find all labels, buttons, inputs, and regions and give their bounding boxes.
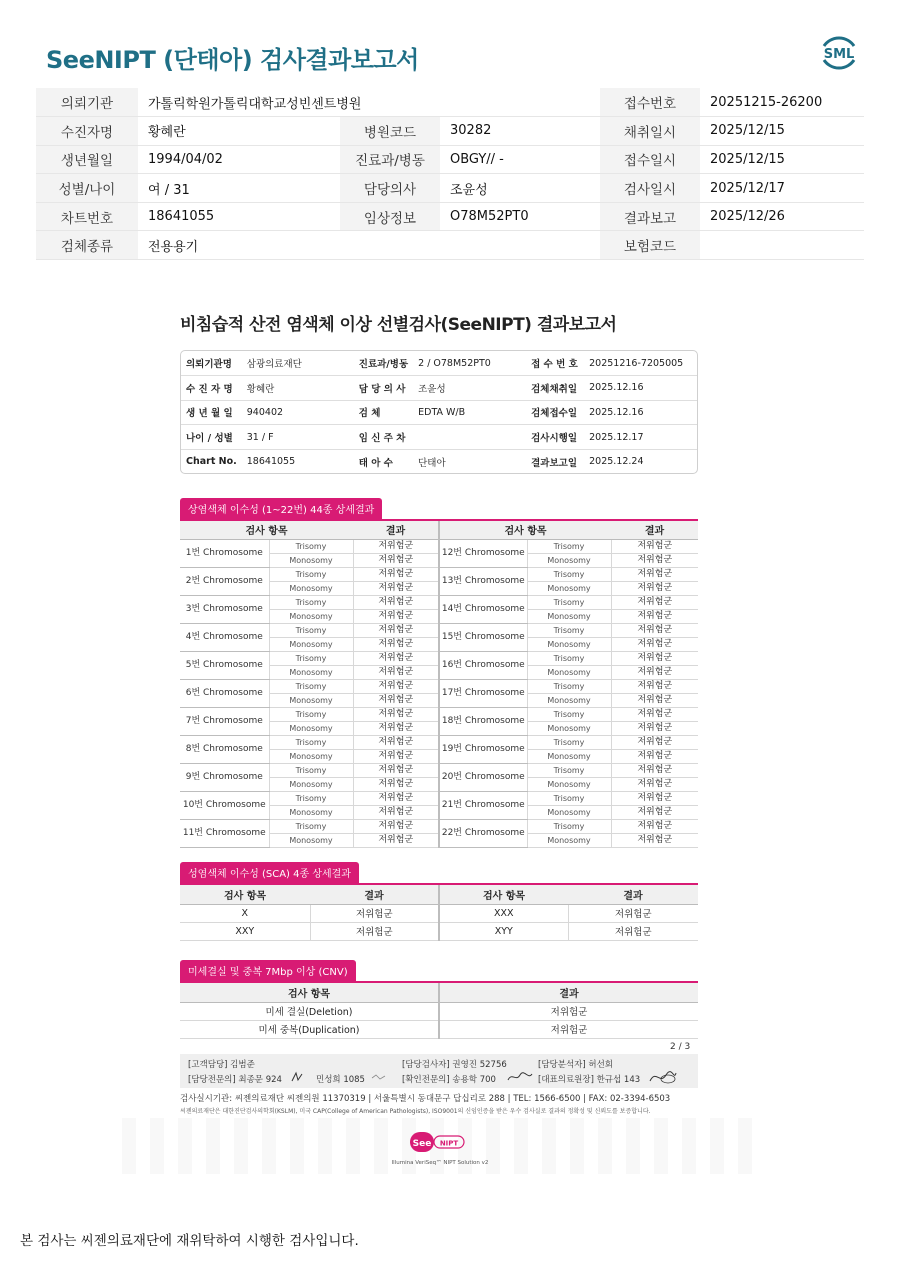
field-value: 2025/12/15 xyxy=(700,145,864,174)
aneuploidy-type: Trisomy xyxy=(527,763,611,777)
result-value: 저위험군 xyxy=(353,567,439,581)
aneuploidy-type: Monosomy xyxy=(269,777,353,791)
bottom-note: 본 검사는 씨젠의료재단에 재위탁하여 시행한 검사입니다. xyxy=(20,1233,359,1249)
result-value: 저위험군 xyxy=(611,567,698,581)
result-value: 저위험군 xyxy=(611,777,698,791)
result-value: 저위험군 xyxy=(611,707,698,721)
result-value: 저위험군 xyxy=(611,623,698,637)
result-value: 저위험군 xyxy=(611,735,698,749)
info-row xyxy=(181,351,697,376)
footer-institution: 검사실시기관: 씨젠의료재단 씨젠의원 11370319 | 서울특별시 동대문구 답십리로 288 | TEL: 1566-6500 | FAX: 02-3394-6503 xyxy=(180,1094,671,1104)
info-label: 결과보고일 xyxy=(531,457,578,469)
result-value: 저위험군 xyxy=(611,595,698,609)
aneuploidy-type: Trisomy xyxy=(527,623,611,637)
result-value: 저위험군 xyxy=(310,922,439,940)
aneuploidy-type: Monosomy xyxy=(527,581,611,595)
col-header-result: 결과 xyxy=(611,521,698,539)
cnv-table xyxy=(180,983,698,1039)
aneuploidy-type: Trisomy xyxy=(269,791,353,805)
field-value: 1994/04/02 xyxy=(138,145,340,174)
chromosome-label: 12번 Chromosome xyxy=(439,539,527,567)
col-header-item: 검사 항목 xyxy=(439,885,568,904)
result-value: 저위험군 xyxy=(353,707,439,721)
info-value: 2025.12.17 xyxy=(584,425,697,450)
result-value: 저위험군 xyxy=(611,749,698,763)
chromosome-label: 10번 Chromosome xyxy=(180,791,269,819)
header-row xyxy=(36,202,864,231)
info-label: 검체접수일 xyxy=(526,400,584,425)
aneuploidy-type: Trisomy xyxy=(269,567,353,581)
field-label: 검사일시 xyxy=(600,174,700,203)
result-value: 저위험군 xyxy=(353,581,439,595)
aneuploidy-type: Trisomy xyxy=(269,623,353,637)
autosome-section xyxy=(180,498,698,848)
info-value: 20251216-7205005 xyxy=(584,351,697,376)
field-value: 2025/12/17 xyxy=(700,174,864,203)
result-value: 저위험군 xyxy=(611,553,698,567)
sca-item: XXY xyxy=(180,922,310,940)
aneuploidy-type: Monosomy xyxy=(527,609,611,623)
table-row xyxy=(180,595,698,609)
field-value: 20251215-26200 xyxy=(700,88,864,117)
sca-item: XYY xyxy=(439,922,568,940)
report-info-table xyxy=(181,351,697,474)
chromosome-label: 17번 Chromosome xyxy=(439,679,527,707)
aneuploidy-type: Monosomy xyxy=(269,609,353,623)
field-value xyxy=(700,231,864,260)
result-value: 저위험군 xyxy=(611,693,698,707)
staff-director: [대표의료원장] 한규섭 143 xyxy=(538,1075,641,1085)
aneuploidy-type: Monosomy xyxy=(527,721,611,735)
aneuploidy-type: Monosomy xyxy=(527,665,611,679)
table-row xyxy=(180,735,698,749)
field-label: 접수일시 xyxy=(600,145,700,174)
page-title: SeeNIPT (단태아) 검사결과보고서 xyxy=(46,46,419,74)
sml-logo xyxy=(816,30,862,76)
signature-image xyxy=(370,1072,388,1082)
chromosome-label: 16번 Chromosome xyxy=(439,651,527,679)
svg-text:See: See xyxy=(412,1139,432,1149)
chromosome-label: 8번 Chromosome xyxy=(180,735,269,763)
result-value: 저위험군 xyxy=(353,833,439,847)
info-label: 의뢰기관명 xyxy=(181,351,242,376)
aneuploidy-type: Monosomy xyxy=(269,637,353,651)
cnv-item: 미세 결실(Deletion) xyxy=(180,1002,439,1020)
field-label: 생년월일 xyxy=(36,145,138,174)
result-value: 저위험군 xyxy=(611,721,698,735)
aneuploidy-type: Trisomy xyxy=(527,595,611,609)
info-label: 검 체 xyxy=(354,400,413,425)
field-value: 여 / 31 xyxy=(138,174,340,203)
field-value: 가톨릭학원가톨릭대학교성빈센트병원 xyxy=(138,88,600,117)
seenipt-logo xyxy=(410,1130,466,1154)
staff-box xyxy=(180,1054,698,1088)
aneuploidy-type: Monosomy xyxy=(269,805,353,819)
info-label: 태 아 수 xyxy=(358,457,393,469)
chromosome-label: 4번 Chromosome xyxy=(180,623,269,651)
chromosome-label: 15번 Chromosome xyxy=(439,623,527,651)
result-value: 저위험군 xyxy=(611,665,698,679)
signature-image xyxy=(290,1071,306,1083)
signature-image xyxy=(648,1069,678,1085)
field-value: 조윤성 xyxy=(440,174,600,203)
chromosome-label: 3번 Chromosome xyxy=(180,595,269,623)
result-value: 저위험군 xyxy=(439,1020,698,1038)
col-header-item: 검사 항목 xyxy=(180,983,439,1002)
info-value: 황혜란 xyxy=(242,376,354,401)
chromosome-label: 21번 Chromosome xyxy=(439,791,527,819)
info-value: 2 / O78M52PT0 xyxy=(413,351,526,376)
result-value: 저위험군 xyxy=(353,693,439,707)
header-row xyxy=(36,117,864,146)
chromosome-label: 6번 Chromosome xyxy=(180,679,269,707)
info-label: 수 진 자 명 xyxy=(181,376,242,401)
staff-tester: [담당검사자] 권영진 52756 xyxy=(402,1060,507,1070)
result-value: 저위험군 xyxy=(611,539,698,553)
col-header-result: 결과 xyxy=(310,885,439,904)
result-value: 저위험군 xyxy=(353,763,439,777)
aneuploidy-type: Trisomy xyxy=(269,819,353,833)
aneuploidy-type: Trisomy xyxy=(269,651,353,665)
col-header-result: 결과 xyxy=(568,885,698,904)
staff-reviewer: [확인전문의] 송용학 700 xyxy=(402,1075,496,1085)
aneuploidy-type: Monosomy xyxy=(269,693,353,707)
aneuploidy-type: Monosomy xyxy=(269,721,353,735)
header-row xyxy=(36,145,864,174)
cnv-item: 미세 중복(Duplication) xyxy=(180,1020,439,1038)
result-value: 저위험군 xyxy=(353,805,439,819)
page-number: 2 / 3 xyxy=(670,1042,691,1052)
info-value: 2025.12.16 xyxy=(584,400,697,425)
staff-analyst: [담당분석자] 허선회 xyxy=(538,1060,614,1070)
result-value: 저위험군 xyxy=(353,819,439,833)
info-value: 2025.12.24 xyxy=(589,456,644,468)
result-value: 저위험군 xyxy=(353,637,439,651)
info-label: 접 수 번 호 xyxy=(526,351,584,376)
info-row xyxy=(181,376,697,401)
field-value: 2025/12/26 xyxy=(700,202,864,231)
field-label: 진료과/병동 xyxy=(340,145,440,174)
result-value: 저위험군 xyxy=(611,609,698,623)
result-value: 저위험군 xyxy=(353,595,439,609)
autosome-section-tab: 상염색체 이수성 (1~22번) 44종 상세결과 xyxy=(180,498,382,519)
result-value: 저위험군 xyxy=(611,819,698,833)
info-value: 18641055 xyxy=(246,456,296,468)
chromosome-label: 20번 Chromosome xyxy=(439,763,527,791)
table-row xyxy=(180,707,698,721)
table-row xyxy=(180,1002,698,1020)
info-label: 검사시행일 xyxy=(526,425,584,450)
svg-text:NIPT: NIPT xyxy=(439,1139,459,1148)
result-value: 저위험군 xyxy=(353,679,439,693)
table-row xyxy=(180,651,698,665)
info-value xyxy=(413,425,526,450)
aneuploidy-type: Trisomy xyxy=(269,539,353,553)
field-label: 차트번호 xyxy=(36,202,138,231)
table-row xyxy=(180,819,698,833)
brand-subtitle: Illumina VeriSeq™ NIPT Solution v2 xyxy=(391,1160,489,1166)
table-row xyxy=(180,1020,698,1038)
result-value: 저위험군 xyxy=(353,651,439,665)
field-label: 수진자명 xyxy=(36,117,138,146)
chromosome-label: 13번 Chromosome xyxy=(439,567,527,595)
patient-info-table xyxy=(36,88,864,260)
result-value: 저위험군 xyxy=(611,763,698,777)
col-header-result: 결과 xyxy=(353,521,439,539)
sca-table xyxy=(180,885,698,941)
field-label: 결과보고 xyxy=(600,202,700,231)
aneuploidy-type: Monosomy xyxy=(527,749,611,763)
signature-image xyxy=(506,1070,534,1084)
aneuploidy-type: Trisomy xyxy=(527,651,611,665)
result-value: 저위험군 xyxy=(353,623,439,637)
autosome-table xyxy=(180,521,698,848)
field-label: 담당의사 xyxy=(340,174,440,203)
field-label: 병원코드 xyxy=(340,117,440,146)
info-value: 삼광의료재단 xyxy=(242,351,354,376)
aneuploidy-type: Monosomy xyxy=(527,805,611,819)
sca-item: X xyxy=(180,904,310,922)
info-label: 진료과/병동 xyxy=(354,351,413,376)
field-label: 성별/나이 xyxy=(36,174,138,203)
field-label: 보험코드 xyxy=(600,231,700,260)
aneuploidy-type: Monosomy xyxy=(269,581,353,595)
info-label: 나이 / 성별 xyxy=(181,425,242,450)
aneuploidy-type: Trisomy xyxy=(527,819,611,833)
aneuploidy-type: Monosomy xyxy=(527,693,611,707)
result-value: 저위험군 xyxy=(611,581,698,595)
sca-section-tab: 성염색체 이수성 (SCA) 4종 상세결과 xyxy=(180,862,359,883)
col-header-result: 결과 xyxy=(439,983,698,1002)
col-header-item: 검사 항목 xyxy=(180,885,310,904)
result-value: 저위험군 xyxy=(353,777,439,791)
result-value: 저위험군 xyxy=(439,1002,698,1020)
result-value: 저위험군 xyxy=(611,637,698,651)
info-label: 검체채취일 xyxy=(526,376,584,401)
staff-customer: [고객담당] 김범준 xyxy=(188,1060,255,1070)
info-label: 담 당 의 사 xyxy=(354,376,413,401)
table-row xyxy=(180,763,698,777)
aneuploidy-type: Trisomy xyxy=(527,567,611,581)
result-value: 저위험군 xyxy=(353,735,439,749)
aneuploidy-type: Trisomy xyxy=(527,539,611,553)
aneuploidy-type: Trisomy xyxy=(527,735,611,749)
info-row xyxy=(181,449,697,474)
result-value: 저위험군 xyxy=(353,791,439,805)
result-value: 저위험군 xyxy=(611,805,698,819)
table-row xyxy=(180,539,698,553)
field-value: 18641055 xyxy=(138,202,340,231)
staff-specialist: [담당전문의] 최종문 924 xyxy=(188,1075,282,1085)
chromosome-label: 9번 Chromosome xyxy=(180,763,269,791)
footer-accreditation: 씨젠의료재단은 대한진단검사의학회(KSLM), 미국 CAP(College of American Pathologists), ISO9001의 신임인증을 받은 우수 검사실로 결과의 정확성 및 신뢰도를 보증합니다. xyxy=(180,1108,651,1115)
result-value: 저위험군 xyxy=(353,609,439,623)
result-value: 저위험군 xyxy=(310,904,439,922)
aneuploidy-type: Monosomy xyxy=(269,553,353,567)
field-value: 2025/12/15 xyxy=(700,117,864,146)
result-value: 저위험군 xyxy=(353,749,439,763)
table-row xyxy=(180,904,698,922)
aneuploidy-type: Monosomy xyxy=(269,749,353,763)
col-header-item: 검사 항목 xyxy=(439,521,611,539)
cnv-section xyxy=(180,960,698,1039)
table-row xyxy=(180,623,698,637)
chromosome-label: 14번 Chromosome xyxy=(439,595,527,623)
info-label: 생 년 월 일 xyxy=(181,400,242,425)
field-label: 채취일시 xyxy=(600,117,700,146)
aneuploidy-type: Monosomy xyxy=(269,665,353,679)
logo-text: SML xyxy=(823,47,855,62)
chromosome-label: 1번 Chromosome xyxy=(180,539,269,567)
chromosome-label: 22번 Chromosome xyxy=(439,819,527,847)
field-value: 전용용기 xyxy=(138,231,600,260)
aneuploidy-type: Trisomy xyxy=(527,679,611,693)
info-row xyxy=(181,425,697,450)
header-row xyxy=(36,174,864,203)
field-label: 접수번호 xyxy=(600,88,700,117)
chromosome-label: 18번 Chromosome xyxy=(439,707,527,735)
field-label: 검체종류 xyxy=(36,231,138,260)
aneuploidy-type: Trisomy xyxy=(527,791,611,805)
result-value: 저위험군 xyxy=(568,904,698,922)
field-label: 임상정보 xyxy=(340,202,440,231)
info-value: 조윤성 xyxy=(413,376,526,401)
info-value: 단태아 xyxy=(418,457,446,469)
aneuploidy-type: Trisomy xyxy=(527,707,611,721)
col-header-item: 검사 항목 xyxy=(180,521,353,539)
result-value: 저위험군 xyxy=(611,833,698,847)
aneuploidy-type: Monosomy xyxy=(527,777,611,791)
result-value: 저위험군 xyxy=(353,553,439,567)
staff-specialist-2: 민성희 1085 xyxy=(316,1075,365,1085)
aneuploidy-type: Trisomy xyxy=(269,595,353,609)
cnv-section-tab: 미세결실 및 중복 7Mbp 이상 (CNV) xyxy=(180,960,356,981)
result-value: 저위험군 xyxy=(611,679,698,693)
aneuploidy-type: Trisomy xyxy=(269,679,353,693)
table-row xyxy=(180,567,698,581)
info-value: 940402 xyxy=(242,400,354,425)
result-value: 저위험군 xyxy=(353,721,439,735)
info-row xyxy=(181,400,697,425)
sca-item: XXX xyxy=(439,904,568,922)
result-value: 저위험군 xyxy=(353,539,439,553)
field-value: O78M52PT0 xyxy=(440,202,600,231)
aneuploidy-type: Monosomy xyxy=(527,833,611,847)
header-row xyxy=(36,231,864,260)
report-title: 비침습적 산전 염색체 이상 선별검사(SeeNIPT) 결과보고서 xyxy=(180,315,617,335)
info-label: Chart No. xyxy=(186,456,237,468)
header-row xyxy=(36,88,864,117)
field-value: OBGY// - xyxy=(440,145,600,174)
info-value: 2025.12.16 xyxy=(584,376,697,401)
info-value: EDTA W/B xyxy=(413,400,526,425)
field-label: 의뢰기관 xyxy=(36,88,138,117)
result-value: 저위험군 xyxy=(568,922,698,940)
info-value: 31 / F xyxy=(242,425,354,450)
aneuploidy-type: Trisomy xyxy=(269,735,353,749)
aneuploidy-type: Monosomy xyxy=(527,637,611,651)
sca-section xyxy=(180,862,698,941)
field-value: 황혜란 xyxy=(138,117,340,146)
result-value: 저위험군 xyxy=(611,651,698,665)
table-row xyxy=(180,791,698,805)
report-info-box xyxy=(180,350,698,474)
table-row xyxy=(180,679,698,693)
chromosome-label: 19번 Chromosome xyxy=(439,735,527,763)
table-row xyxy=(180,922,698,940)
chromosome-label: 11번 Chromosome xyxy=(180,819,269,847)
aneuploidy-type: Monosomy xyxy=(527,553,611,567)
result-value: 저위험군 xyxy=(611,791,698,805)
field-value: 30282 xyxy=(440,117,600,146)
info-label: 임 신 주 차 xyxy=(354,425,413,450)
chromosome-label: 5번 Chromosome xyxy=(180,651,269,679)
chromosome-label: 2번 Chromosome xyxy=(180,567,269,595)
chromosome-label: 7번 Chromosome xyxy=(180,707,269,735)
aneuploidy-type: Trisomy xyxy=(269,763,353,777)
result-value: 저위험군 xyxy=(353,665,439,679)
aneuploidy-type: Monosomy xyxy=(269,833,353,847)
aneuploidy-type: Trisomy xyxy=(269,707,353,721)
